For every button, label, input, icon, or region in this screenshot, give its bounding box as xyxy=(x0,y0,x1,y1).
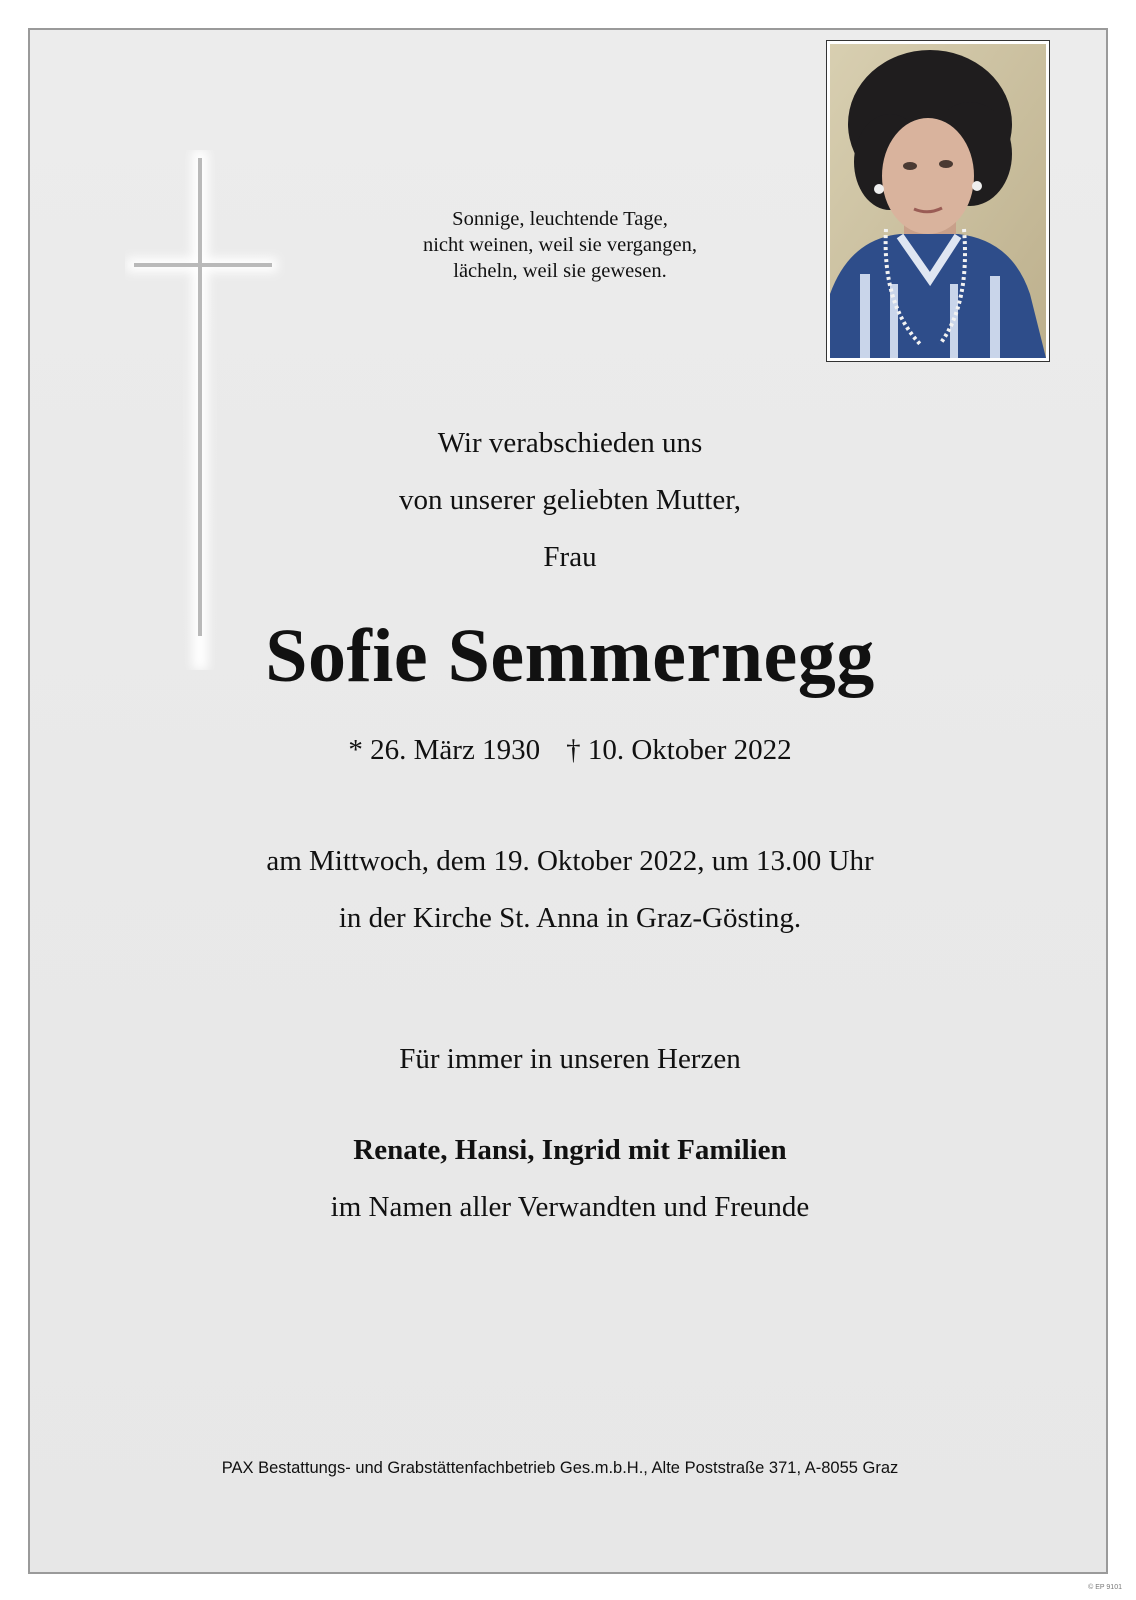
deceased-name: Sofie Semmernegg xyxy=(265,614,875,698)
intro-line: Wir verabschieden uns xyxy=(437,427,703,459)
portrait-photo xyxy=(826,40,1050,362)
life-dates xyxy=(30,733,1110,767)
memorial-motto: Für immer in unseren Herzen xyxy=(399,1043,741,1075)
cross-icon xyxy=(125,150,285,670)
service-date: am Mittwoch, dem 19. Oktober 2022, um 13.00 Uhr xyxy=(266,845,874,877)
death-date: † 10. Oktober 2022 xyxy=(566,734,792,766)
poem-line: Sonnige, leuchtende Tage, xyxy=(452,208,668,230)
relatives-line: im Namen aller Verwandten und Freunde xyxy=(330,1191,810,1223)
intro-line: von unserer geliebten Mutter, xyxy=(399,484,741,516)
birth-date: * 26. März 1930 xyxy=(348,734,541,766)
family-names: Renate, Hansi, Ingrid mit Familien xyxy=(353,1134,787,1166)
service-location: in der Kirche St. Anna in Graz-Gösting. xyxy=(338,902,802,934)
poem-line: lächeln, weil sie gewesen. xyxy=(453,260,667,282)
obituary-card xyxy=(28,28,1108,1574)
salutation: Frau xyxy=(543,541,597,573)
template-code: © EP 9101 xyxy=(1088,1584,1122,1591)
poem xyxy=(370,206,750,284)
poem-line: nicht weinen, weil sie vergangen, xyxy=(422,234,697,256)
funeral-home-footer: PAX Bestattungs- und Grabstättenfachbetrieb Ges.m.b.H., Alte Poststraße 371, A-8055 Graz xyxy=(221,1459,899,1477)
